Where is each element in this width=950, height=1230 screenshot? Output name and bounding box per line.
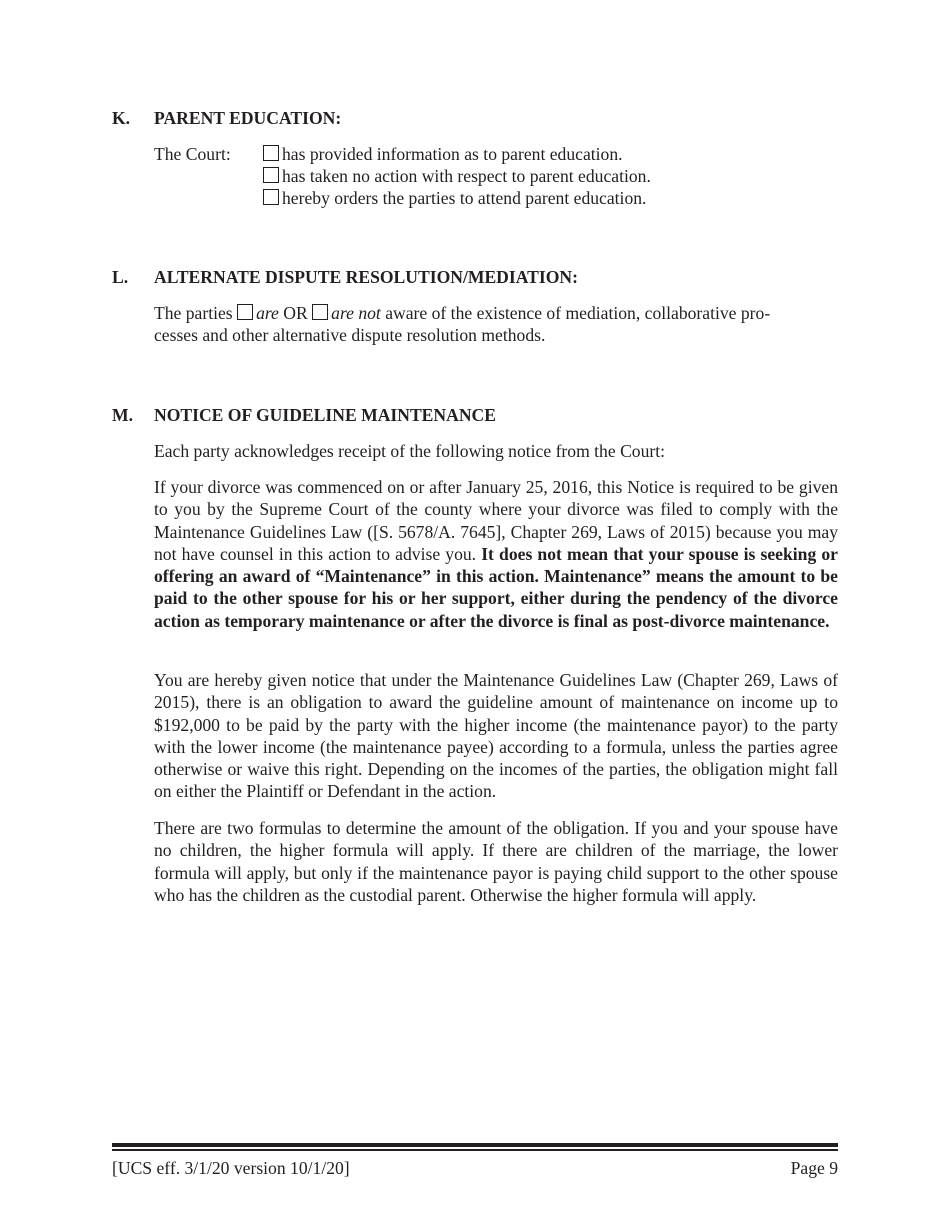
notice-paragraph-1-bold: It does not mean that your spouse is seeking or offering an award of “Maintenance” in this action. Maintenance” means the amount to be paid to the other spouse for his or her support, either during the pendency of the divorce action as temporary maintenance or after the divorce is final as post-divorce maintenance. [154, 543, 838, 631]
footer-page-number: Page 9 [790, 1158, 838, 1178]
section-l-title: ALTERNATE DISPUTE RESOLUTION/MEDIATION: [154, 267, 578, 287]
parent-education-option-2 [263, 165, 651, 187]
option-3-label: hereby orders the parties to attend parent education. [282, 188, 647, 208]
parent-education-option-1 [263, 143, 623, 165]
or-word: OR [283, 303, 308, 323]
aware-text: aware of the existence of mediation, collaborative pro- [385, 303, 771, 323]
checkbox-are-not-aware[interactable] [312, 304, 328, 320]
parties-prefix: The parties [154, 303, 233, 323]
section-l-body [154, 302, 838, 347]
section-l-line-1 [154, 302, 838, 324]
section-k-heading [112, 107, 341, 129]
section-m-heading [112, 404, 496, 426]
section-m-letter: M. [112, 405, 134, 425]
footer-rule-thin [112, 1149, 838, 1151]
footer-version: [UCS eff. 3/1/20 version 10/1/20] [112, 1158, 350, 1178]
notice-paragraph-3-text: There are two formulas to determine the amount of the obligation. If you and your spouse have no children, the higher formula will apply. If there are children of the marriage, the lower formula will apply, but only if the maintenance payor is paying child support to the other spouse who has the children as the custodial parent. Otherwise the higher formula will apply. [154, 818, 838, 905]
checkbox-orders-attend[interactable] [263, 189, 279, 205]
option-1-label: has provided information as to parent education. [282, 144, 623, 164]
section-l-heading [112, 266, 578, 288]
checkbox-are-aware[interactable] [237, 304, 253, 320]
notice-paragraph-3 [154, 817, 838, 906]
notice-paragraph-2-text: You are hereby given notice that under the Maintenance Guidelines Law (Chapter 269, Laws of 2015), there is an obligation to award the guideline amount of maintenance on income up to $192,000 to be paid by the party with the higher income (the maintenance payor) to the party with the lower income (the maintenance payee) according to a formula, unless the parties agree otherwise or waive this right. Depending on the incomes of the parties, the obligation might fall on either the Plaintiff or Defendant in the action. [154, 670, 838, 802]
section-l-line-2: cesses and other alternative dispute resolution methods. [154, 325, 546, 346]
section-k-title: PARENT EDUCATION: [154, 108, 342, 128]
checkbox-no-action[interactable] [263, 167, 279, 183]
parent-education-option-3 [263, 187, 646, 209]
notice-paragraph-2 [154, 669, 838, 803]
section-m-title: NOTICE OF GUIDELINE MAINTENANCE [154, 405, 496, 425]
footer-rule-thick [112, 1143, 838, 1147]
notice-paragraph-1-plain: If your divorce was commenced on or after January 25, 2016, this Notice is required to be given to you by the Supreme Court of the county where your divorce was filed to comply with the Maintenance Guidelines Law ([S. 5678/A. 7645], Chapter 269, Laws of 2015) because you may not have counsel in this action to advise you. [154, 477, 838, 564]
court-label: The Court: [154, 144, 231, 164]
checkbox-provided-information[interactable] [263, 145, 279, 161]
notice-paragraph-1 [154, 476, 838, 632]
section-m-intro: Each party acknowledges receipt of the following notice from the Court: [154, 441, 666, 461]
section-l-letter: L. [112, 267, 129, 287]
are-not-label: are not [331, 303, 381, 323]
are-label: are [256, 303, 279, 323]
option-2-label: has taken no action with respect to parent education. [282, 166, 651, 186]
section-k-letter: K. [112, 108, 131, 128]
